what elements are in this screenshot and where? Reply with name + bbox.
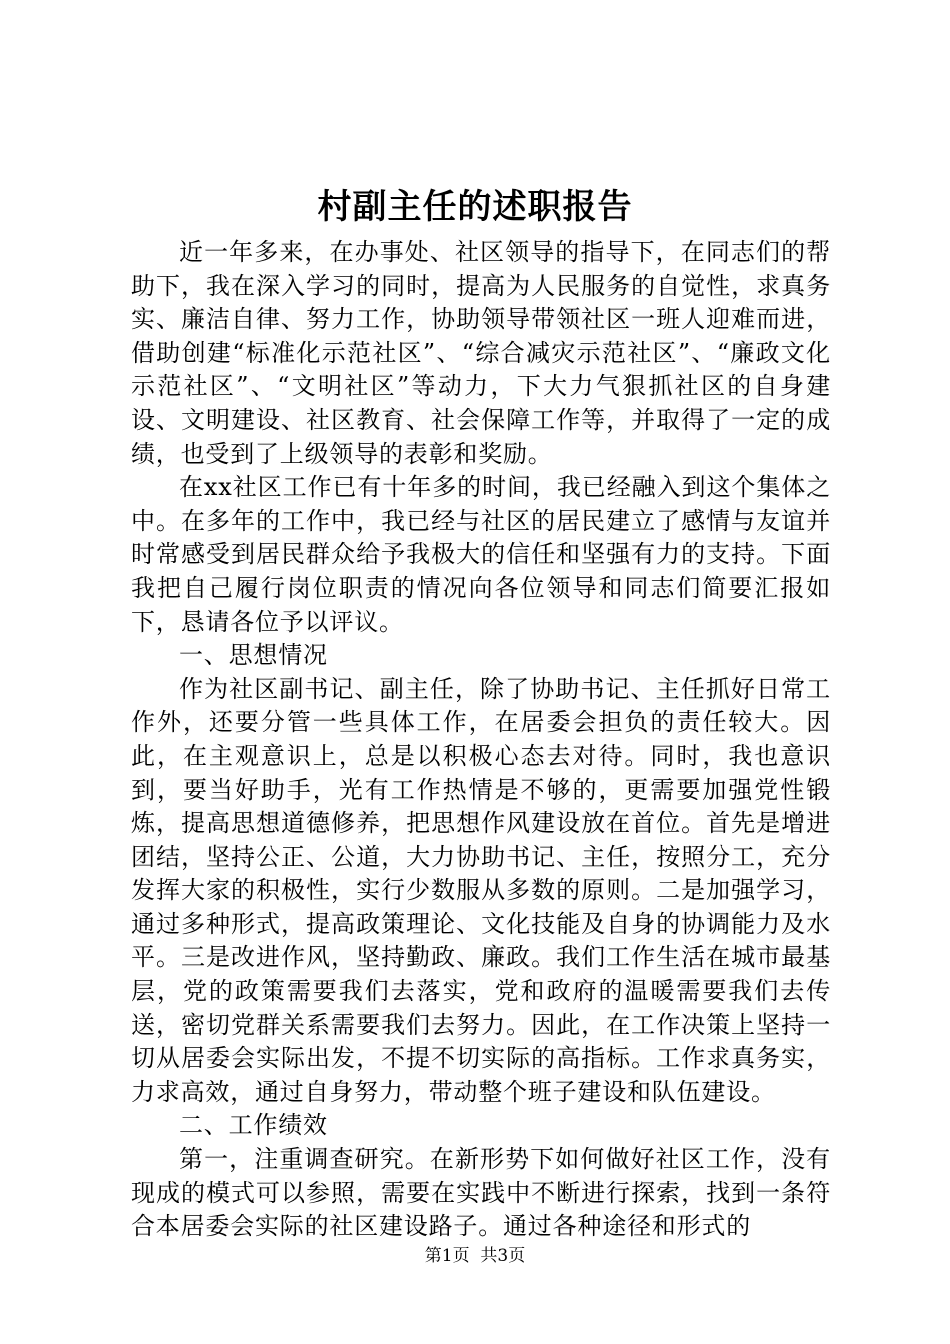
paragraph-performance: 第一，注重调查研究。在新形势下如何做好社区工作，没有现成的模式可以参照，需要在实践中不断进行探索，找到一条符合本居委会实际的社区建设路子。通过各种途径和形式的 <box>131 1145 831 1241</box>
document-body <box>131 236 831 1244</box>
paragraph-intro: 近一年多来，在办事处、社区领导的指导下，在同志们的帮助下，我在深入学习的同时，提高为人民服务的自觉性，求真务实、廉洁自律、努力工作，协助领导带领社区一班人迎难而进，借助创建“标准化示范社区”、“综合减灾示范社区”、“廉政文化示范社区”、“文明社区”等动力，下大力气狠抓社区的自身建设、文明建设、社区教育、社会保障工作等，并取得了一定的成绩，也受到了上级领导的表彰和奖励。 <box>131 238 831 468</box>
page-number-label: 第1页 共3页 <box>424 1246 526 1266</box>
section-heading-thought: 一、思想情况 <box>179 641 328 670</box>
section-heading-performance: 二、工作绩效 <box>179 1111 328 1140</box>
document-title: 村副主任的述职报告 <box>317 187 633 227</box>
paragraph-background: 在xx社区工作已有十年多的时间，我已经融入到这个集体之中。在多年的工作中，我已经与社区的居民建立了感情与友谊并时常感受到居民群众给予我极大的信任和坚强有力的支持。下面我把自己履行岗位职责的情况向各位领导和同志们简要汇报如下，恳请各位予以评议。 <box>131 473 831 636</box>
page-footer <box>0 1244 950 1268</box>
paragraph-thought: 作为社区副书记、副主任，除了协助书记、主任抓好日常工作外，还要分管一些具体工作，在居委会担负的责任较大。因此，在主观意识上，总是以积极心态去对待。同时，我也意识到，要当好助手，光有工作热情是不够的，更需要加强党性锻炼，提高思想道德修养，把思想作风建设放在首位。首先是增进团结，坚持公正、公道，大力协助书记、主任，按照分工，充分发挥大家的积极性，实行少数服从多数的原则。二是加强学习，通过多种形式，提高政策理论、文化技能及自身的协调能力及水平。三是改进作风，坚持勤政、廉政。我们工作生活在城市最基层，党的政策需要我们去落实，党和政府的温暖需要我们去传送，密切党群关系需要我们去努力。因此，在工作决策上坚持一切从居委会实际出发，不提不切实际的高指标。工作求真务实，力求高效，通过自身努力，带动整个班子建设和队伍建设。 <box>131 674 831 1106</box>
